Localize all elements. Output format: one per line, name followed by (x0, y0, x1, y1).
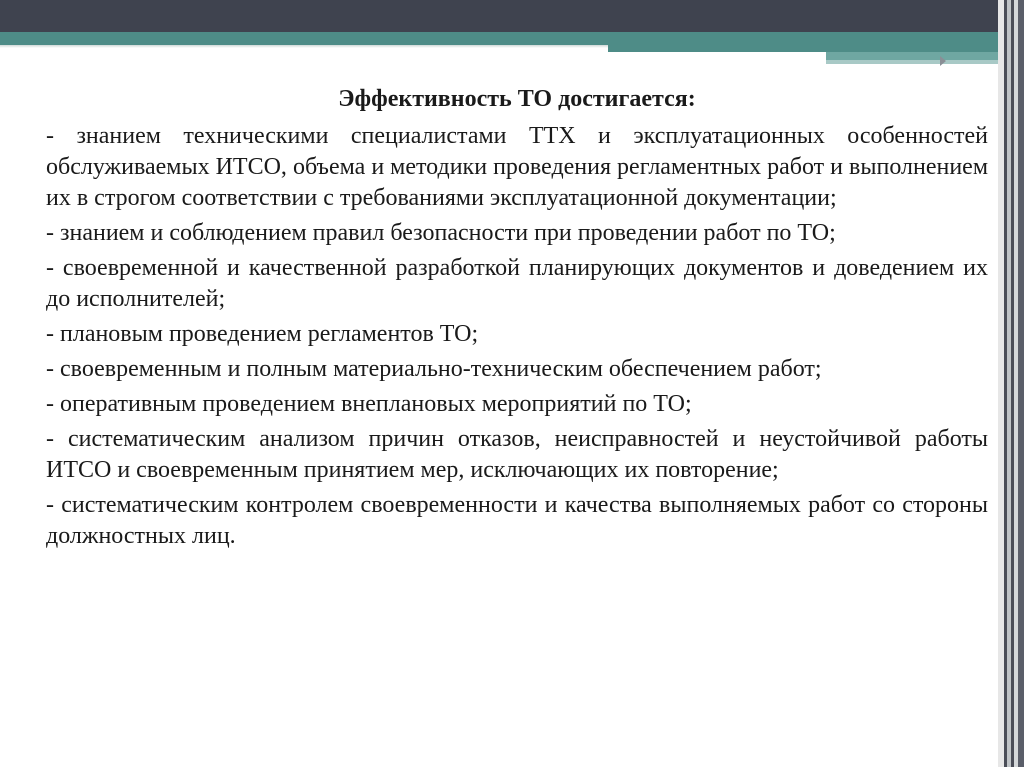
header-accent-strip (608, 45, 1024, 52)
slide-title: Эффективность ТО достигается: (338, 86, 696, 112)
list-item: - систематическим контролем своевременности и качества выполняемых работ со стороны должностных лиц. (46, 492, 988, 549)
list-item: - оперативным проведением внеплановых мероприятий по ТО; (46, 391, 692, 417)
header-accent-bar (0, 32, 1024, 45)
list-item: - своевременной и качественной разработкой планирующих документов и доведением их до исполнителей; (46, 255, 988, 312)
list-item: - своевременным и полным материально-техническим обеспечением работ; (46, 356, 822, 382)
slide-body (46, 84, 988, 556)
list-item: - знанием и соблюдением правил безопасности при проведении работ по ТО; (46, 220, 836, 246)
header-accent-strip-light (826, 52, 1024, 60)
header-bar (0, 0, 1024, 32)
header-accent-strip-pale (826, 60, 1024, 64)
next-slide-arrow-icon[interactable] (940, 56, 946, 66)
list-item: - плановым проведением регламентов ТО; (46, 321, 479, 347)
list-item: - систематическим анализом причин отказов, неисправностей и неустойчивой работы ИТСО и своевременным принятием мер, исключающих их повторение; (46, 426, 988, 483)
list-item: - знанием техническими специалистами ТТХ и эксплуатационных особенностей обслуживаемых ИТСО, объема и методики проведения регламентных работ и выполнением их в строгом соответствии с требованиями эксплуатационной документации; (46, 123, 988, 211)
header-shadow (0, 45, 608, 48)
right-edge-stripes (998, 0, 1024, 767)
